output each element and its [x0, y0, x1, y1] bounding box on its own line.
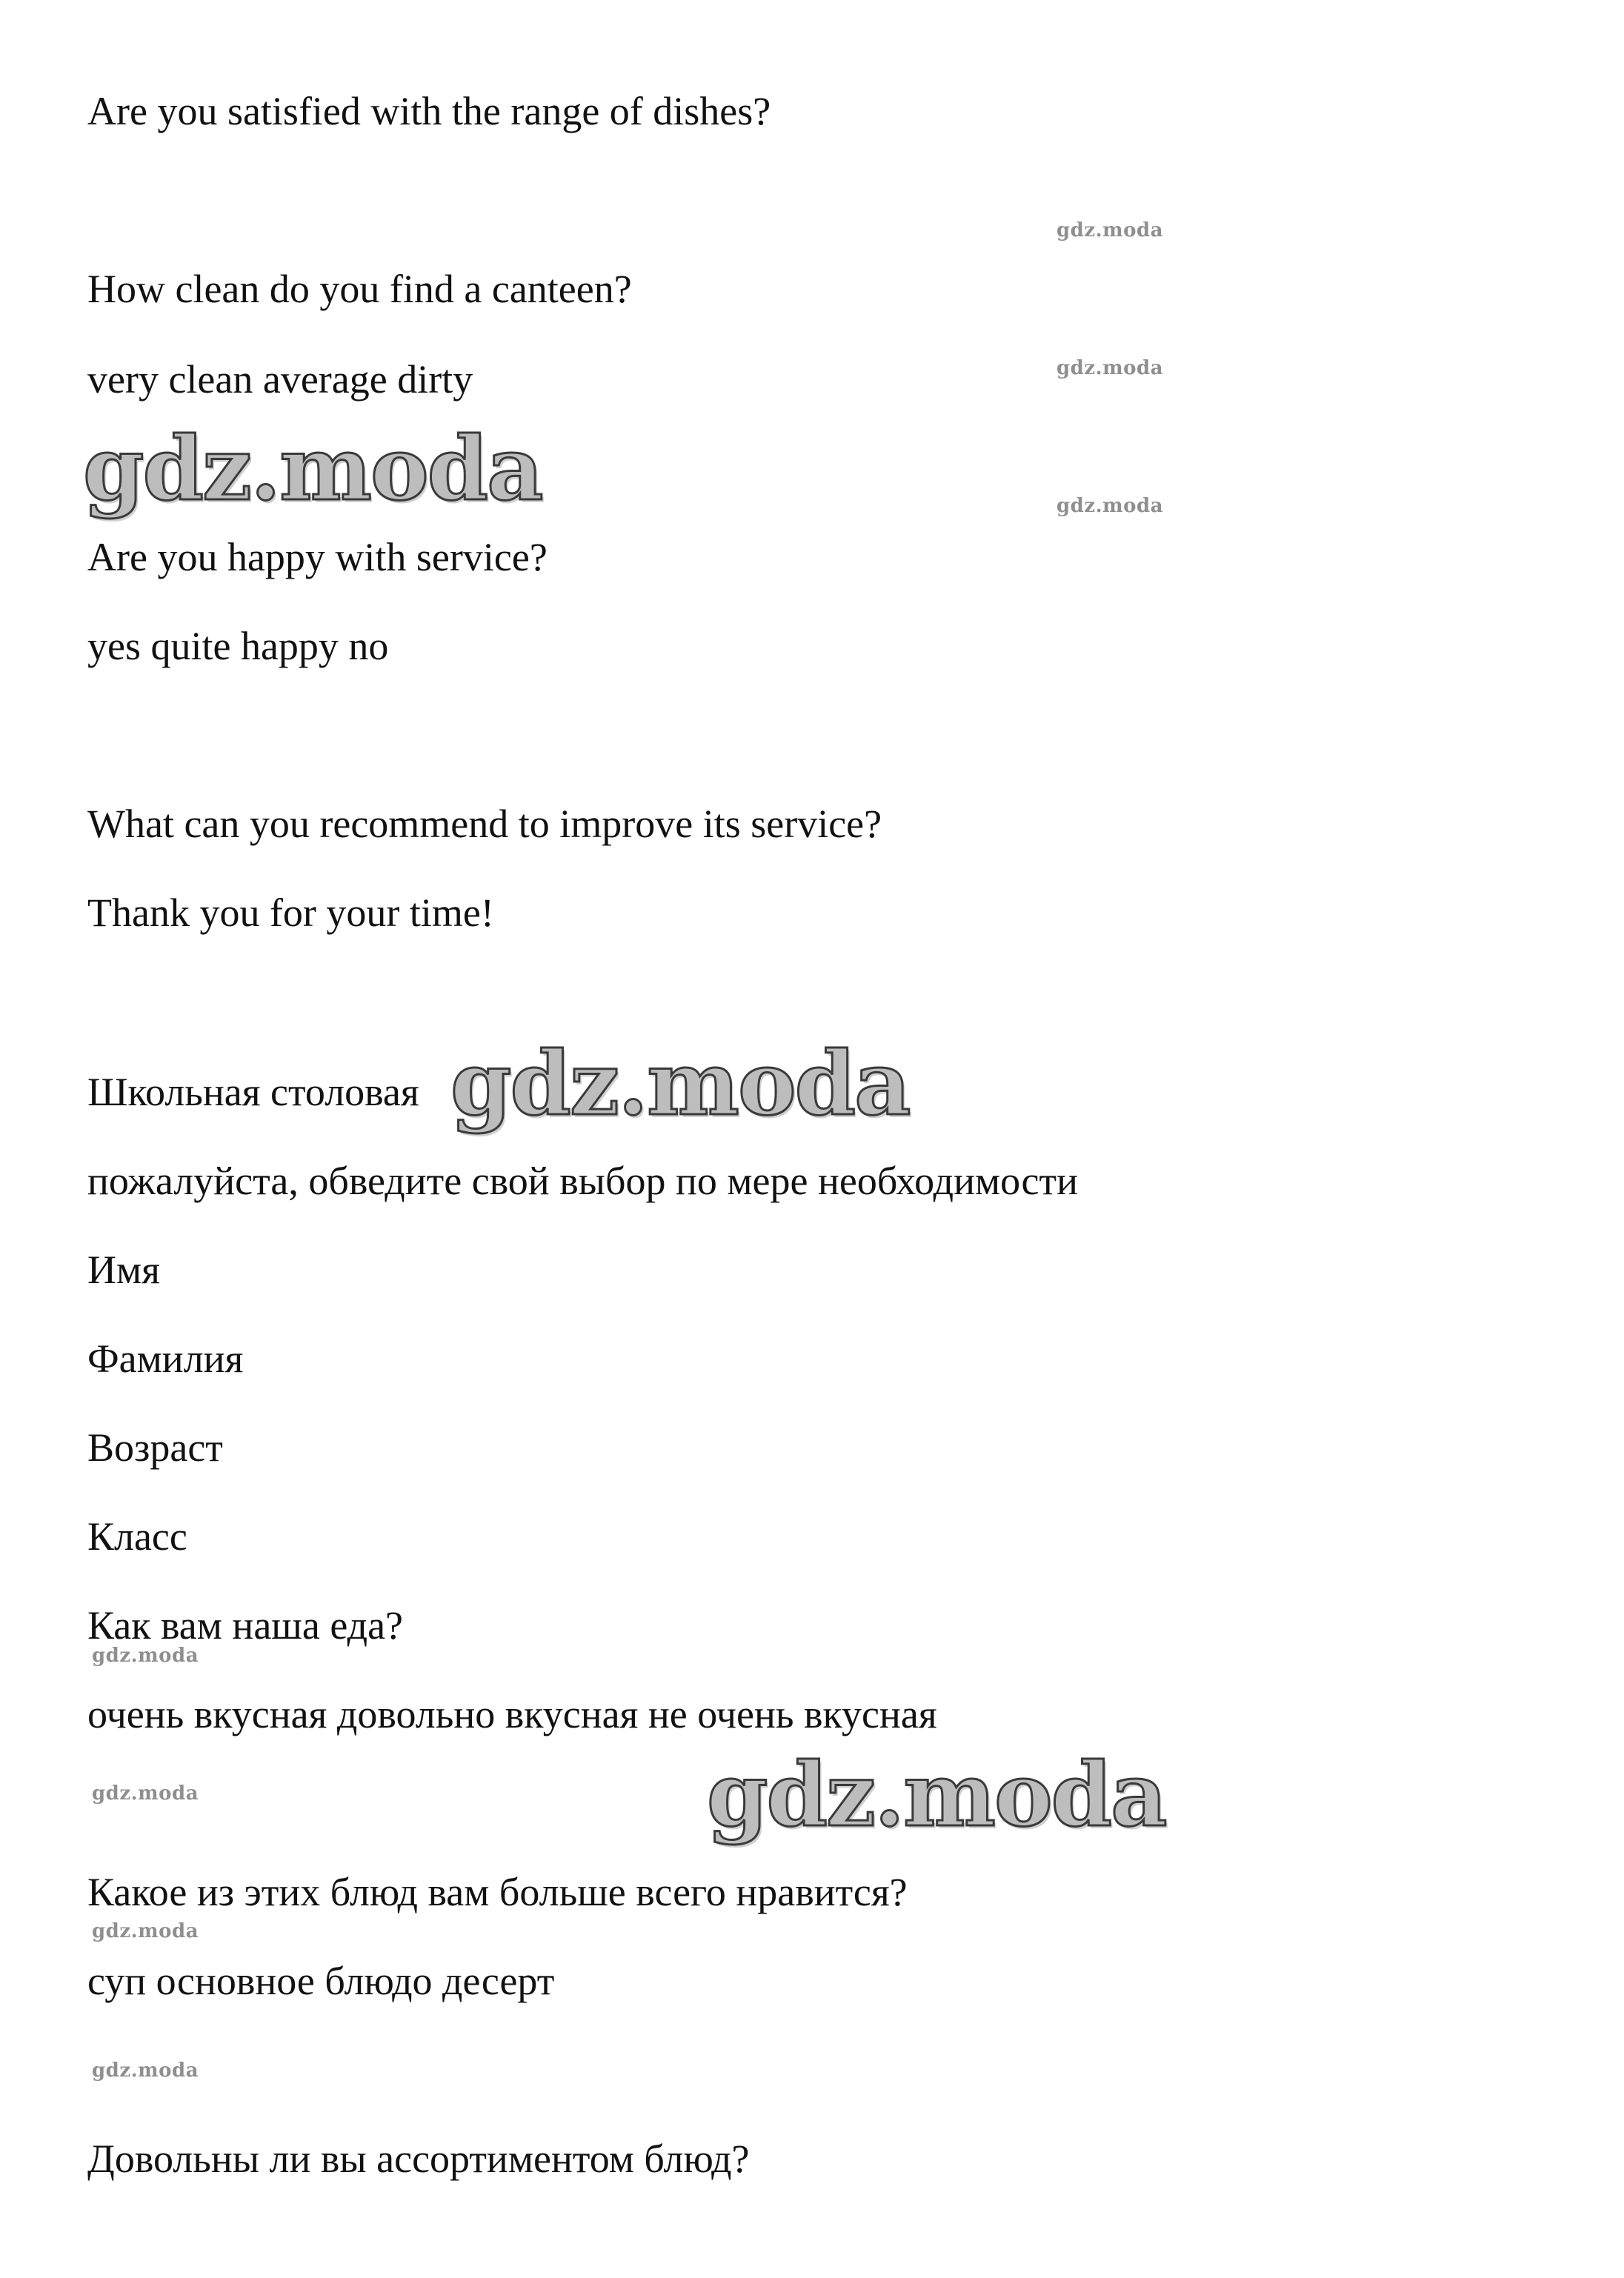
question-favorite-dish: Какое из этих блюд вам больше всего нравится? [87, 1870, 908, 1914]
field-class: Класс [87, 1514, 187, 1559]
question-range-of-dishes: Are you satisfied with the range of dishes? [87, 89, 771, 133]
options-food-rating: очень вкусная довольно вкусная не очень вкусная [87, 1692, 937, 1736]
field-age: Возраст [87, 1425, 223, 1470]
options-service: yes quite happy no [87, 624, 389, 668]
watermark-small: gdz.moda [92, 1645, 199, 1667]
field-first-name: Имя [87, 1248, 161, 1292]
question-dish-assortment: Довольны ли вы ассортиментом блюд? [87, 2137, 750, 2181]
field-last-name: Фамилия [87, 1336, 244, 1381]
watermark-small: gdz.moda [1056, 219, 1164, 242]
watermark-large: gdz.moda [450, 1032, 910, 1135]
options-cleanliness: very clean average dirty [87, 357, 473, 402]
watermark-large: gdz.moda [83, 417, 542, 520]
question-food-rating: Как вам наша еда? [87, 1603, 404, 1648]
instructions-circle-choice: пожалуйста, обведите свой выбор по мере необходимости [87, 1159, 1078, 1203]
watermark-small: gdz.moda [92, 2059, 199, 2082]
question-canteen-cleanliness: How clean do you find a canteen? [87, 267, 632, 311]
watermark-small: gdz.moda [92, 1782, 199, 1805]
options-favorite-dish: суп основное блюдо десерт [87, 1959, 555, 2003]
watermark-small: gdz.moda [1056, 495, 1164, 517]
watermark-small: gdz.moda [92, 1920, 199, 1942]
watermark-small: gdz.moda [1056, 357, 1164, 379]
question-service: Are you happy with service? [87, 535, 548, 579]
watermark-large: gdz.moda [707, 1743, 1166, 1846]
heading-school-canteen: Школьная столовая [87, 1070, 419, 1114]
question-recommendations: What can you recommend to improve its service? [87, 802, 882, 846]
closing-thanks: Thank you for your time! [87, 890, 494, 935]
